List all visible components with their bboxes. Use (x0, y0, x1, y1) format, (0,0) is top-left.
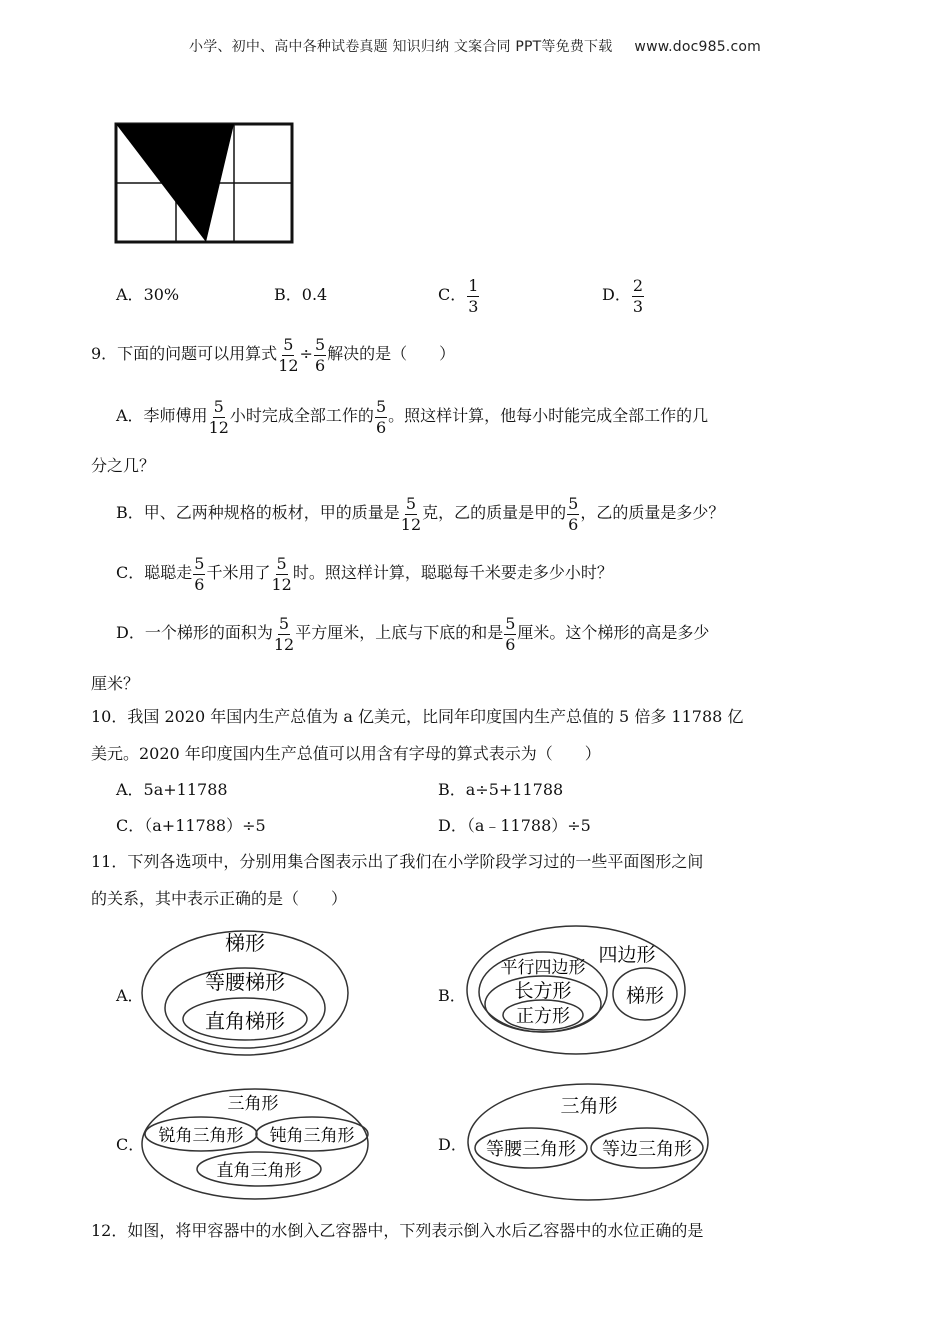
denominator: 6 (194, 574, 205, 594)
q9-option-c (116, 551, 613, 595)
option-text: D．一个梯形的面积为 (116, 623, 273, 642)
numerator: 5 (278, 613, 290, 633)
q11-option-c-letter: C． (116, 1135, 145, 1154)
q11-venn-b (463, 922, 689, 1058)
option-text: 克，乙的质量是甲的 (422, 503, 567, 522)
option-text: 时。照这样计算，聪聪每千米要走多少小时？ (292, 563, 613, 582)
numerator: 5 (405, 493, 417, 513)
denominator: 6 (568, 514, 579, 534)
q12-stem-line-1: 12．如图，将甲容器中的水倒入乙容器中，下列表示倒入水后乙容器中的水位正确的是 (91, 1221, 704, 1240)
page-header (0, 36, 950, 56)
fraction (271, 555, 291, 593)
q9-option-a-cont: 分之几？ (91, 456, 156, 475)
q10-option-b: B．a÷5+11788 (438, 780, 564, 799)
denominator: 3 (468, 296, 479, 316)
q9-stem (91, 332, 455, 376)
q11-stem-line-2: 的关系，其中表示正确的是（ ） (91, 889, 348, 908)
option-text: 小时完成全部工作的 (229, 406, 374, 425)
denominator: 6 (505, 634, 516, 654)
fraction (401, 495, 421, 533)
option-text: 平方厘米，上底与下底的和是 (295, 623, 504, 642)
venn-label-square: 正方形 (516, 1006, 570, 1027)
denominator: 6 (314, 355, 326, 375)
numerator: 2 (632, 275, 644, 295)
division-sign: ÷ (299, 344, 313, 363)
q11-venn-a (138, 926, 352, 1060)
q11-venn-d (463, 1080, 713, 1206)
q8-option-b (274, 284, 327, 306)
option-text: 千米用了 (206, 563, 271, 582)
q11-option-d-letter: D． (438, 1135, 467, 1154)
option-letter: A． (116, 285, 144, 304)
q8-option-a (116, 284, 179, 306)
fraction (504, 615, 516, 653)
q11-option-a-letter: A． (116, 986, 144, 1005)
venn-label-inner: 直角梯形 (205, 1009, 285, 1033)
q8-option-d (602, 272, 645, 318)
q10-option-c: C．（a+11788）÷5 (116, 816, 266, 835)
fraction (375, 398, 387, 436)
q9-option-d (116, 611, 709, 655)
q8-grid-figure (114, 122, 296, 244)
fraction (467, 277, 479, 315)
numerator: 5 (505, 613, 516, 633)
venn-label-outer: 三角形 (560, 1095, 618, 1117)
numerator: 5 (375, 396, 387, 416)
q8-option-c (438, 272, 480, 318)
q9-option-b (116, 491, 724, 535)
fraction (567, 495, 579, 533)
numerator: 5 (283, 334, 294, 354)
numerator: 5 (213, 396, 224, 416)
denominator: 12 (278, 355, 299, 375)
fraction (632, 277, 644, 315)
numerator: 5 (276, 553, 287, 573)
header-text: 小学、初中、高中各种试卷真题 知识归纳 文案合同 PPT等免费下载 (189, 39, 613, 55)
header-site: www.doc985.com (634, 39, 761, 55)
option-text: 30% (143, 285, 180, 304)
venn-label-acute: 锐角三角形 (158, 1126, 244, 1146)
denominator: 12 (273, 634, 295, 654)
venn-label-middle: 等腰梯形 (205, 970, 285, 994)
venn-label-outer: 三角形 (227, 1094, 279, 1114)
venn-label-obtuse: 钝角三角形 (269, 1126, 355, 1146)
stem-text: 解决的是（ ） (327, 344, 456, 363)
option-letter: B． (274, 285, 302, 304)
stem-text: 9．下面的问题可以用算式 (91, 344, 278, 363)
q10-stem-line-2: 美元。2020 年印度国内生产总值可以用含有字母的算式表示为（ ） (91, 744, 601, 763)
denominator: 12 (400, 514, 422, 534)
option-text: 厘米。这个梯形的高是多少 (517, 623, 710, 642)
option-text: A．李师傅用 (116, 406, 208, 425)
numerator: 5 (568, 493, 579, 513)
venn-label-equi: 等边三角形 (602, 1139, 692, 1160)
option-letter: C． (438, 285, 467, 304)
fraction (193, 555, 205, 593)
option-text: C．聪聪走 (116, 563, 193, 582)
option-text: 。照这样计算，他每小时能完成全部工作的几 (388, 406, 709, 425)
q11-stem-line-1: 11．下列各选项中，分别用集合图表示出了我们在小学阶段学习过的一些平面图形之间 (91, 852, 704, 871)
q10-option-a: A．5a+11788 (116, 780, 228, 799)
q9-option-d-cont: 厘米？ (91, 674, 140, 693)
q11-option-b-letter: B． (438, 986, 466, 1005)
q11-venn-c (138, 1084, 374, 1204)
venn-label-outer: 四边形 (598, 944, 656, 966)
q10-stem-line-1: 10．我国 2020 年国内生产总值为 a 亿美元，比同年印度国内生产总值的 5 倍多 11788 亿 (91, 707, 744, 726)
option-text: ，乙的质量是多少？ (580, 503, 725, 522)
venn-label-para: 平行四边形 (500, 958, 586, 978)
denominator: 6 (375, 417, 387, 437)
denominator: 12 (208, 417, 229, 437)
option-letter: D． (602, 285, 631, 304)
numerator: 5 (194, 553, 205, 573)
venn-label-rect: 长方形 (514, 980, 572, 1002)
option-text: B．甲、乙两种规格的板材，甲的质量是 (116, 503, 400, 522)
venn-label-iso: 等腰三角形 (486, 1139, 576, 1160)
fraction (274, 615, 294, 653)
venn-label-right: 直角三角形 (216, 1161, 302, 1181)
venn-label-trap: 梯形 (625, 985, 665, 1007)
numerator: 5 (314, 334, 326, 354)
option-text: 0.4 (301, 285, 328, 304)
venn-label-outer: 梯形 (225, 931, 265, 955)
q9-option-a (116, 394, 708, 438)
denominator: 12 (271, 574, 292, 594)
fraction (209, 398, 229, 436)
numerator: 1 (468, 275, 479, 295)
denominator: 3 (632, 296, 644, 316)
fraction (278, 336, 298, 374)
fraction (314, 336, 326, 374)
q10-option-d: D．（a﹣11788）÷5 (438, 816, 591, 835)
